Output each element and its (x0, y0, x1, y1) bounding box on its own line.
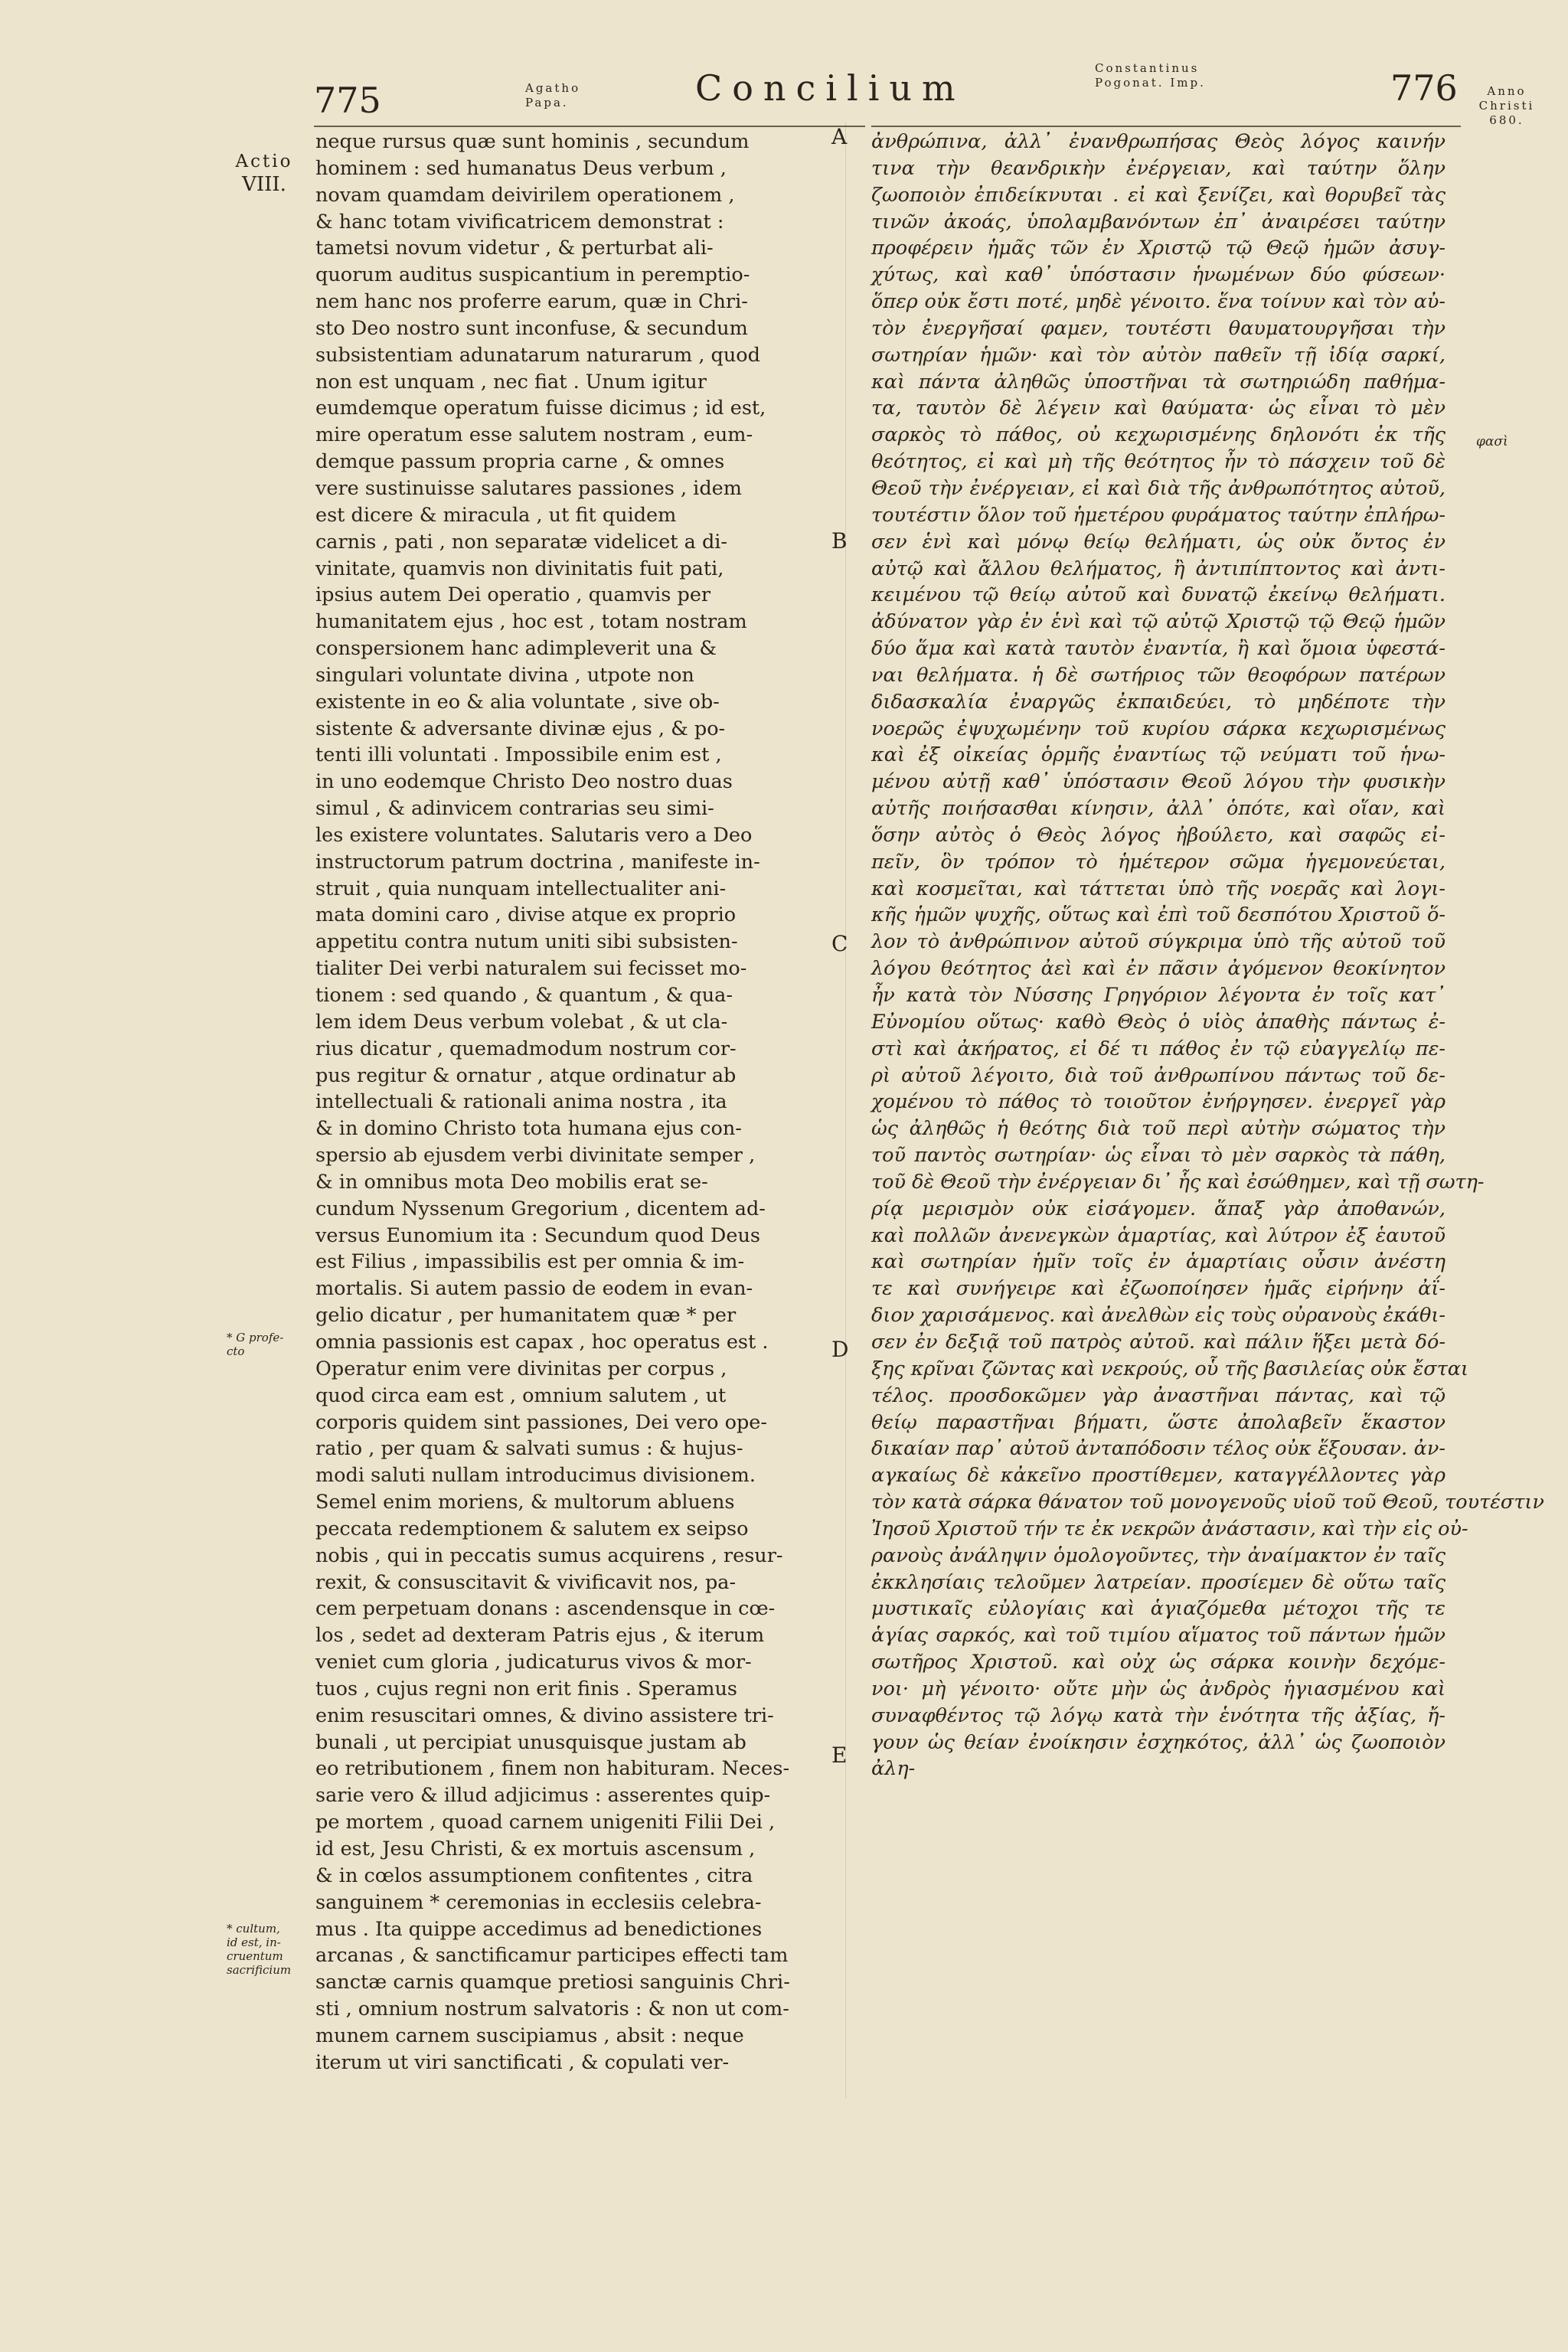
greek-text-line: ζωοποιὸν ἐπιδείκνυται . εἰ καὶ ξενίζει, καὶ θορυβεῖ τὰς (871, 183, 1446, 207)
latin-column (315, 129, 818, 2076)
latin-text-line: los , sedet ad dexteram Patris ejus , & iterum (315, 1624, 765, 1648)
right-margin-variant-note: φασὶ (1476, 434, 1508, 449)
margin-note-g-profecto (227, 1331, 283, 1358)
latin-text-line: sti , omnium nostrum salvatoris : & non ut com- (315, 1998, 789, 2021)
greek-text-line: ναι θελήματα. ἡ δὲ σωτήριος τῶν θεοφόρων πατέρων (871, 663, 1446, 687)
greek-text-line: Εὐνομίου οὕτως· καθὸ Θεὸς ὁ υἱὸς ἀπαθὴς πάντως ἐ- (871, 1010, 1446, 1034)
note1-line1: * G profe- (227, 1331, 284, 1344)
left-page-number: 775 (314, 80, 381, 121)
greek-text-line: τὸν ἐνεργῆσαί φαμεν, τουτέστι θαυματουργῆσαι τὴν (871, 316, 1446, 340)
greek-text-line: ὅσην αὐτὸς ὁ Θεὸς λόγος ἠβούλετο, καὶ σαφῶς εἰ- (871, 823, 1446, 847)
greek-text-line: καὶ ἐξ οἰκείας ὁρμῆς ἐναντίως τῷ νεύματι τοῦ ἡνω- (871, 743, 1446, 767)
greek-text-line: νοερῶς ἐψυχωμένην τοῦ κυρίου σάρκα κεχωρισμένως (871, 717, 1446, 740)
latin-text-line: sto Deo nostro sunt inconfuse, & secundum (315, 316, 748, 340)
latin-text-line: Operatur enim vere divinitas per corpus , (315, 1357, 727, 1380)
greek-text-line: δύο ἅμα καὶ κατὰ ταυτὸν ἐναντία, ἢ καὶ ὅμοια ὑφεστά- (871, 637, 1446, 661)
latin-text-line: rexit, & consuscitavit & vivificavit nos, pa- (315, 1570, 737, 1594)
greek-text-line: λόγου θεότητος ἀεὶ καὶ ἐν πᾶσιν ἀγόμενον θεοκίνητον (871, 957, 1446, 981)
latin-text-line: mortalis. Si autem passio de eodem in evan- (315, 1277, 753, 1301)
column-gutter (845, 122, 846, 2098)
anno-line3: 680. (1489, 113, 1524, 127)
greek-text-line: ἀδύνατον γὰρ ἐν ἑνὶ καὶ τῷ αὐτῷ Χριστῷ τῷ Θεῷ ἡμῶν (871, 610, 1446, 634)
greek-text-line: αὐτῆς ποιήσασθαι κίνησιν, ἀλλ᾽ ὁπότε, καὶ οἵαν, καὶ (871, 797, 1446, 821)
latin-text-line: singulari voluntate divina , utpote non (315, 663, 694, 687)
greek-text-line: συναφθέντος τῷ λόγῳ κατὰ τὴν ἑνότητα τῆς ἀξίας, ἤ- (871, 1704, 1446, 1727)
right-page-number: 776 (1390, 67, 1458, 109)
agatho-line1: Agatho (525, 81, 581, 95)
greek-text-line: λον τὸ ἀνθρώπινον αὐτοῦ σύγκριμα ὑπὸ τῆς αὐτοῦ τοῦ (871, 930, 1446, 954)
latin-text-line: ratio , per quam & salvati sumus : & hujus- (315, 1437, 743, 1461)
greek-text-line: σεν ἐν δεξιᾷ τοῦ πατρὸς αὐτοῦ. καὶ πάλιν ἥξει μετὰ δό- (871, 1330, 1446, 1354)
latin-text-line: mire operatum esse salutem nostram , eum- (315, 423, 753, 447)
actio-label (214, 150, 314, 196)
latin-text-line: veniet cum gloria , judicaturus vivos & mor- (315, 1651, 752, 1674)
latin-text-line: est Filius , impassibilis est per omnia & im- (315, 1250, 745, 1274)
latin-text-line: pe mortem , quoad carnem unigeniti Filii Dei , (315, 1811, 776, 1834)
latin-text-line: sarie vero & illud adjicimus : asserentes quip- (315, 1784, 771, 1808)
greek-text-line: προφέρειν ἡμᾶς τῶν ἐν Χριστῷ τῷ Θεῷ ἡμῶν ἀσυγ- (871, 237, 1446, 260)
greek-text-line: ρίᾳ μερισμὸν οὐκ εἰσάγομεν. ἅπαξ γὰρ ἀποθανών, (871, 1197, 1446, 1220)
greek-text-line: αὐτῷ καὶ ἄλλου θελήματος, ἢ ἀντιπίπτοντος καὶ ἀντι- (871, 557, 1446, 580)
latin-text-line: tenti illi voluntati . Impossibile enim est , (315, 743, 722, 767)
note1-line2: cto (227, 1344, 245, 1358)
latin-text-line: conspersionem hanc adimpleverit una & (315, 637, 717, 661)
greek-text-line: τοῦ παντὸς σωτηρίαν· ὡς εἶναι τὸ μὲν σαρκὸς τὰ πάθη, (871, 1144, 1446, 1168)
latin-text-line: cem perpetuam donans : ascendensque in cœ- (315, 1597, 776, 1621)
greek-text-line: σεν ἑνὶ καὶ μόνῳ θείῳ θελήματι, ὡς οὐκ ὄντος ἐν (871, 530, 1446, 554)
greek-text-line: κειμένου τῷ θείῳ αὐτοῦ καὶ δυνατῷ ἐκείνῳ θελήματι. (871, 583, 1446, 607)
latin-text-line: bunali , ut percipiat unusquisque justam ab (315, 1730, 746, 1754)
actio-word: Actio (235, 152, 293, 172)
greek-text-line: Θεοῦ τὴν ἐνέργειαν, εἰ καὶ διὰ τῆς ἀνθρωπότητος αὐτοῦ, (871, 476, 1446, 500)
margin-note-cultum (227, 1922, 291, 1977)
greek-text-line: καὶ κοσμεῖται, καὶ τάττεται ὑπὸ τῆς νοερᾶς καὶ λογι- (871, 877, 1446, 900)
latin-text-line: spersio ab ejusdem verbi divinitate semper , (315, 1144, 756, 1168)
latin-text-line: est dicere & miracula , ut fit quidem (315, 503, 677, 527)
greek-text-line: χομένου τὸ πάθος τὸ τοιοῦτον ἐνήργησεν. ἐνεργεῖ γὰρ (871, 1090, 1446, 1114)
latin-text-line: sistente & adversante divinæ ejus , & po- (315, 717, 726, 740)
latin-text-line: les existere voluntates. Salutaris vero a Deo (315, 823, 753, 847)
greek-text-line: ρὶ αὐτοῦ λέγοιτο, διὰ τοῦ ἀνθρωπίνου πάντως τοῦ δε- (871, 1063, 1446, 1087)
latin-text-line: & hanc totam vivificatricem demonstrat : (315, 210, 724, 234)
header-rule-left (314, 126, 865, 127)
greek-text-line: Ἰησοῦ Χριστοῦ τήν τε ἐκ νεκρῶν ἀνάστασιν, καὶ τὴν εἰς οὐ- (871, 1517, 1468, 1540)
greek-text-line: ὡς ἀληθῶς ἡ θεότης διὰ τοῦ περὶ αὐτὴν σώματος τὴν (871, 1117, 1446, 1141)
latin-text-line: tionem : sed quando , & quantum , & qua- (315, 984, 733, 1007)
latin-text-line: existente in eo & alia voluntate , sive ob- (315, 690, 720, 714)
latin-text-line: pus regitur & ornatur , atque ordinatur ab (315, 1063, 737, 1087)
latin-text-line: gelio dicatur , per humanitatem quæ * per (315, 1304, 737, 1328)
latin-text-line: appetitu contra nutum uniti sibi subsisten- (315, 930, 738, 954)
latin-text-line: instructorum patrum doctrina , manifeste in- (315, 850, 760, 874)
latin-text-line: & in omnibus mota Deo mobilis erat se- (315, 1170, 708, 1194)
latin-text-line: non est unquam , nec fiat . Unum igitur (315, 370, 707, 394)
latin-text-line: quorum auditus suspicantium in peremptio- (315, 263, 750, 287)
greek-text-line: στὶ καὶ ἀκήρατος, εἰ δέ τι πάθος ἐν τῷ εὐαγγελίῳ πε- (871, 1037, 1446, 1060)
latin-text-line: tialiter Dei verbi naturalem sui fecisset mo- (315, 957, 747, 981)
latin-text-line: sanguinem * ceremonias in ecclesiis celebra- (315, 1890, 762, 1914)
latin-text-line: mus . Ita quippe accedimus ad benedictiones (315, 1917, 763, 1941)
section-letter-c: C (831, 931, 848, 956)
note2-line4: sacrificium (227, 1963, 292, 1977)
anno-christi-note (1470, 84, 1544, 128)
latin-text-line: carnis , pati , non separatæ videlicet a di- (315, 530, 728, 554)
greek-text-line: πεῖν, ὃν τρόπον τὸ ἡμέτερον σῶμα ἡγεμονεύεται, (871, 850, 1446, 874)
greek-text-line: καὶ σωτηρίαν ἡμῖν τοῖς ἐν ἁμαρτίαις οὖσιν ἀνέστη (871, 1250, 1446, 1274)
latin-text-line: eumdemque operatum fuisse dicimus ; id est, (315, 397, 766, 420)
latin-text-line: intellectuali & rationali anima nostra , ita (315, 1090, 727, 1114)
latin-text-line: cundum Nyssenum Gregorium , dicentem ad- (315, 1197, 766, 1220)
latin-text-line: modi saluti nullam introducimus divisionem. (315, 1464, 756, 1488)
greek-text-line: τοῦ δὲ Θεοῦ τὴν ἐνέργειαν δι᾽ ἧς καὶ ἐσώθημεν, καὶ τῇ σωτη- (871, 1170, 1485, 1194)
greek-text-line: γουν ὡς θείαν ἐνοίκησιν ἐσχηκότος, ἀλλ᾽ ὡς ζωοποιὸν (871, 1730, 1446, 1754)
greek-text-line: τέλος. προσδοκῶμεν γὰρ ἀναστῆναι πάντας, καὶ τῷ (871, 1383, 1446, 1407)
latin-text-line: rius dicatur , quemadmodum nostrum cor- (315, 1037, 737, 1060)
latin-text-line: novam quamdam deivirilem operationem , (315, 183, 735, 207)
greek-text-line: τε καὶ συνήγειρε καὶ ἐζωοποίησεν ἡμᾶς εἰρήνην ἀΐ- (871, 1277, 1446, 1301)
greek-text-line: ἐκκλησίαις τελοῦμεν λατρείαν. προσίεμεν δὲ οὕτω ταῖς (871, 1570, 1446, 1594)
note2-line2: id est, in- (227, 1936, 281, 1949)
note2-line3: cruentum (227, 1949, 283, 1963)
anno-line1: Anno (1487, 84, 1527, 98)
latin-text-line: vere sustinuisse salutares passiones , idem (315, 476, 742, 500)
greek-text-line: καὶ πολλῶν ἀνενεγκὼν ἁμαρτίας, καὶ λύτρον ἐξ ἑαυτοῦ (871, 1223, 1446, 1247)
latin-text-line: & in domino Christo tota humana ejus con- (315, 1117, 742, 1141)
section-letter-a: A (831, 124, 848, 149)
greek-text-line: νοι· μὴ γένοιτο· οὔτε μὴν ὡς ἀνδρὸς ἡγιασμένου καὶ (871, 1677, 1446, 1700)
greek-text-line: θεότητος, εἰ καὶ μὴ τῆς θεότητος ἦν τὸ πάσχειν τοῦ δὲ (871, 450, 1446, 474)
emperor-heading (1095, 61, 1206, 90)
greek-text-line: τα, ταυτὸν δὲ λέγειν καὶ θαύματα· ὡς εἶναι τὸ μὲν (871, 397, 1446, 420)
running-title: Concilium (695, 67, 965, 109)
latin-text-line: id est, Jesu Christi, & ex mortuis ascensum , (315, 1838, 756, 1860)
latin-text-line: munem carnem suscipiamus , absit : neque (315, 2024, 744, 2047)
latin-text-line: corporis quidem sint passiones, Dei vero ope- (315, 1410, 767, 1434)
greek-text-line: ἀλη- (871, 1757, 916, 1781)
greek-text-line: τουτέστιν ὅλον τοῦ ἡμετέρου φυράματος ταύτην ἐπλήρω- (871, 503, 1446, 527)
latin-text-line: humanitatem ejus , hoc est , totam nostram (315, 610, 747, 634)
greek-text-line: σωτῆρος Χριστοῦ. καὶ οὐχ ὡς σάρκα κοινὴν δεχόμε- (871, 1651, 1446, 1674)
greek-text-line: σωτηρίαν ἡμῶν· καὶ τὸν αὐτὸν παθεῖν τῇ ἰδίᾳ σαρκί, (871, 343, 1446, 367)
latin-text-line: neque rursus quæ sunt hominis , secundum (315, 130, 750, 153)
latin-text-line: struit , quia nunquam intellectualiter ani- (315, 877, 727, 900)
latin-text-line: in uno eodemque Christo Deo nostro duas (315, 770, 733, 794)
latin-text-line: lem idem Deus verbum volebat , & ut cla- (315, 1010, 728, 1034)
latin-text-line: enim resuscitari omnes, & divino assistere tri- (315, 1704, 774, 1727)
actio-number: VIII. (242, 173, 286, 196)
latin-text-line: tametsi novum videtur , & perturbat ali- (315, 237, 714, 260)
greek-text-line: διδασκαλία ἐναργῶς ἐκπαιδεύει, τὸ μηδέποτε τὴν (871, 690, 1446, 714)
greek-text-line: αγκαίως δὲ κἀκεῖνο προστίθεμεν, καταγγέλλοντες γὰρ (871, 1464, 1446, 1488)
section-letter-d: D (831, 1337, 849, 1362)
greek-text-line: διον χαρισάμενος. καὶ ἀνελθὼν εἰς τοὺς οὐρανοὺς ἐκάθι- (871, 1304, 1446, 1328)
latin-text-line: nobis , qui in peccatis sumus acquirens , resur- (315, 1544, 783, 1567)
greek-text-line: ρανοὺς ἀνάληψιν ὁμολογοῦντες, τὴν ἀναίμακτον ἐν ταῖς (871, 1544, 1446, 1567)
greek-text-line: μένου αὐτῇ καθ᾽ ὑπόστασιν Θεοῦ λόγου τὴν φυσικὴν (871, 770, 1446, 794)
greek-text-line: μυστικαῖς εὐλογίαις καὶ ἁγιαζόμεθα μέτοχοι τῆς τε (871, 1597, 1446, 1621)
section-letter-b: B (831, 528, 848, 554)
greek-text-line: ὅπερ οὐκ ἔστι ποτέ, μηδὲ γένοιτο. ἕνα τοίνυν καὶ τὸν αὐ- (871, 290, 1446, 314)
note2-line1: * cultum, (227, 1922, 280, 1936)
greek-text-line: ἁγίας σαρκός, καὶ τοῦ τιμίου αἵματος τοῦ πάντων ἡμῶν (871, 1624, 1446, 1648)
latin-text-line: & in cœlos assumptionem confitentes , citra (315, 1864, 753, 1887)
latin-text-line: peccata redemptionem & salutem ex seipso (315, 1517, 749, 1540)
latin-text-line: eo retributionem , finem non habituram. Neces- (315, 1757, 790, 1781)
header-rule-right (871, 126, 1461, 127)
greek-text-line: καὶ πάντα ἀληθῶς ὑποστῆναι τὰ σωτηριώδη παθήμα- (871, 370, 1446, 394)
greek-text-line: σαρκὸς τὸ πάθος, οὐ κεχωρισμένης δηλονότι ἐκ τῆς (871, 423, 1446, 447)
emperor-line1: Constantinus (1095, 61, 1200, 75)
latin-text-line: arcanas , & sanctificamur participes effecti tam (315, 1944, 789, 1968)
anno-line2: Christi (1478, 99, 1535, 113)
latin-text-line: demque passum propria carne , & omnes (315, 450, 725, 474)
latin-text-line: iterum ut viri sanctificati , & copulati ver- (315, 2050, 730, 2074)
latin-text-line: nem hanc nos proferre earum, quæ in Chri- (315, 290, 748, 314)
latin-text-line: versus Eunomium ita : Secundum quod Deus (315, 1223, 760, 1247)
latin-text-line: mata domini caro , divise atque ex proprio (315, 903, 737, 927)
latin-text-line: subsistentiam adunatarum naturarum , quod (315, 343, 760, 367)
greek-text-line: ξης κρῖναι ζῶντας καὶ νεκρούς, οὗ τῆς βασιλείας οὐκ ἔσται (871, 1357, 1469, 1380)
latin-text-line: simul , & adinvicem contrarias seu simi- (315, 797, 714, 821)
latin-text-line: omnia passionis est capax , hoc operatus est . (315, 1330, 769, 1354)
latin-text-line: sanctæ carnis quamque pretiosi sanguinis Chri- (315, 1971, 790, 1994)
greek-text-line: θείῳ παραστῆναι βήματι, ὥστε ἀπολαβεῖν ἕκαστον (871, 1410, 1446, 1434)
latin-text-line: ipsius autem Dei operatio , quamvis per (315, 583, 711, 607)
latin-text-line: hominem : sed humanatus Deus verbum , (315, 156, 727, 180)
latin-text-line: Semel enim moriens, & multorum abluens (315, 1491, 735, 1514)
agatho-heading (525, 81, 580, 110)
greek-text-line: κῆς ἡμῶν ψυχῆς, οὕτως καὶ ἐπὶ τοῦ δεσπότου Χριστοῦ ὅ- (871, 903, 1446, 927)
greek-text-line: δικαίαν παρ᾽ αὐτοῦ ἀνταπόδοσιν τέλος οὐκ ἕξουσαν. ἀν- (871, 1437, 1446, 1461)
emperor-line2: Pogonat. Imp. (1095, 76, 1206, 90)
section-letter-e: E (831, 1743, 848, 1768)
greek-text-line: χύτως, καὶ καθ᾽ ὑπόστασιν ἡνωμένων δύο φύσεων· (871, 263, 1446, 287)
latin-text-line: quod circa eam est , omnium salutem , ut (315, 1383, 727, 1407)
latin-text-line: tuos , cujus regni non erit finis . Speramus (315, 1677, 737, 1700)
latin-text-line: vinitate, quamvis non divinitatis fuit pati, (315, 557, 724, 580)
agatho-line2: Papa. (525, 96, 569, 109)
greek-text-line: τινα τὴν θεανδρικὴν ἐνέργειαν, καὶ ταύτην ὅλην (871, 156, 1446, 180)
greek-text-line: ἦν κατὰ τὸν Νύσσης Γρηγόριον λέγοντα ἐν τοῖς κατ᾽ (871, 984, 1446, 1007)
greek-text-line: ἀνθρώπινα, ἀλλ᾽ ἐνανθρωπήσας Θεὸς λόγος καινήν (871, 130, 1446, 153)
greek-text-line: τινῶν ἀκοάς, ὑπολαμβανόντων ἐπ᾽ ἀναιρέσει ταύτην (871, 210, 1446, 234)
greek-text-line: τὸν κατὰ σάρκα θάνατον τοῦ μονογενοῦς υἱοῦ τοῦ Θεοῦ, τουτέστιν (871, 1491, 1544, 1514)
